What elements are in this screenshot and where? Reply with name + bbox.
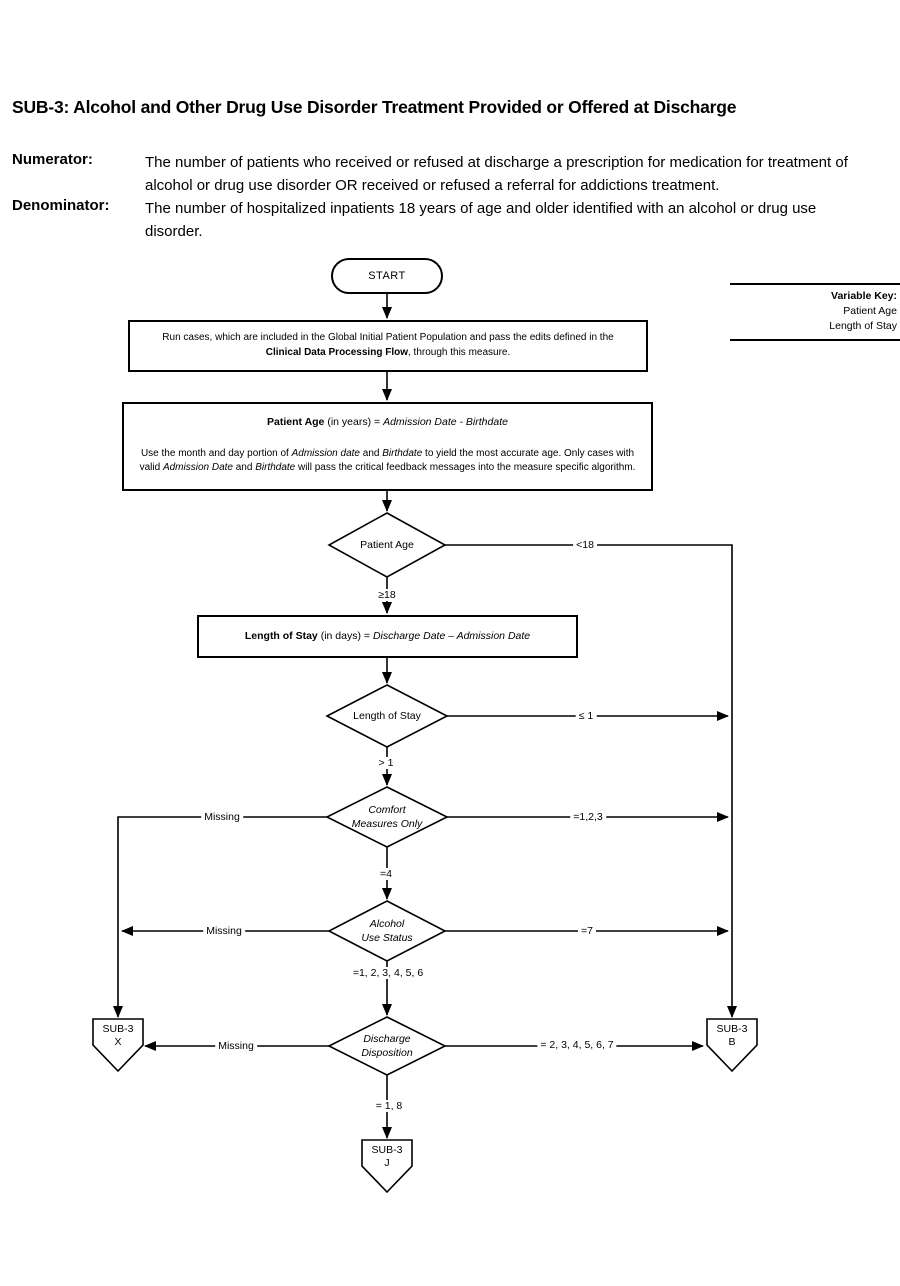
patient-age-decision-label: Patient Age (360, 539, 414, 551)
patient-age-calc-box (122, 402, 653, 491)
sub3-x-label: SUB-3 X (102, 1023, 134, 1048)
edge-label-discharge-18: = 1, 8 (373, 1100, 406, 1112)
edge-label-comfort-missing: Missing (201, 811, 243, 823)
sub3-b-label: SUB-3 B (716, 1023, 748, 1048)
edge-label-lt18: <18 (573, 539, 597, 551)
alcohol-use-status-decision-label: Alcohol Use Status (361, 918, 413, 944)
discharge-disposition-decision-label: Discharge Disposition (361, 1033, 413, 1059)
variable-key-title: Variable Key: (831, 290, 897, 302)
edge-label-ge18: ≥18 (375, 589, 398, 601)
variable-key-item: Patient Age (843, 305, 897, 317)
length-of-stay-calc-box (197, 615, 578, 658)
run-cases-line1: Run cases, which are included in the Global Initial Patient Population and pass the edits defined in the (162, 332, 614, 343)
start-label: START (368, 270, 406, 282)
page-title: SUB-3: Alcohol and Other Drug Use Disorder Treatment Provided or Offered at Discharge (12, 97, 737, 117)
numerator-text: The number of patients who received or refused at discharge a prescription for medication for treatment of alcohol or drug use disorder OR received or refused a referral for addictions treatment. (145, 154, 848, 194)
length-of-stay-decision-label: Length of Stay (353, 710, 421, 722)
numerator-label: Numerator: (12, 151, 93, 168)
edge-label-comfort-123: =1,2,3 (570, 811, 606, 823)
edge-label-gt1: > 1 (376, 757, 397, 769)
patient-age-calc-body-line2: valid Admission Date and Birthdate will pass the critical feedback messages into the measure specific algorithm. (139, 462, 636, 473)
sub3-j-label: SUB-3 J (371, 1144, 403, 1169)
edge-label-alcohol-missing: Missing (203, 925, 245, 937)
edge-label-alcohol-7: =7 (578, 925, 596, 937)
run-cases-line2: Clinical Data Processing Flow, through this measure. (265, 346, 511, 358)
comfort-measures-decision-label: Comfort Measures Only (351, 804, 423, 830)
patient-age-calc-title: Patient Age (in years) = Admission Date - Birthdate (267, 416, 508, 428)
variable-key-item: Length of Stay (829, 320, 897, 332)
edge-label-alcohol-1to6: =1, 2, 3, 4, 5, 6 (350, 967, 426, 979)
denominator-text: The number of hospitalized inpatients 18 years of age and older identified with an alcohol or drug use disorder. (145, 200, 817, 240)
denominator-label: Denominator: (12, 197, 110, 214)
edge-label-le1: ≤ 1 (576, 710, 597, 722)
edge-label-discharge-missing: Missing (215, 1040, 257, 1052)
edge-comfort-missing (118, 817, 327, 1017)
edge-label-discharge-2to7: = 2, 3, 4, 5, 6, 7 (537, 1039, 616, 1051)
edge-label-comfort-4: =4 (377, 868, 395, 880)
patient-age-calc-body-line1: Use the month and day portion of Admission date and Birthdate to yield the most accurate age. Only cases with (140, 447, 635, 459)
run-cases-box (128, 320, 648, 372)
length-of-stay-calc-title: Length of Stay (in days) = Discharge Date – Admission Date (244, 630, 531, 643)
